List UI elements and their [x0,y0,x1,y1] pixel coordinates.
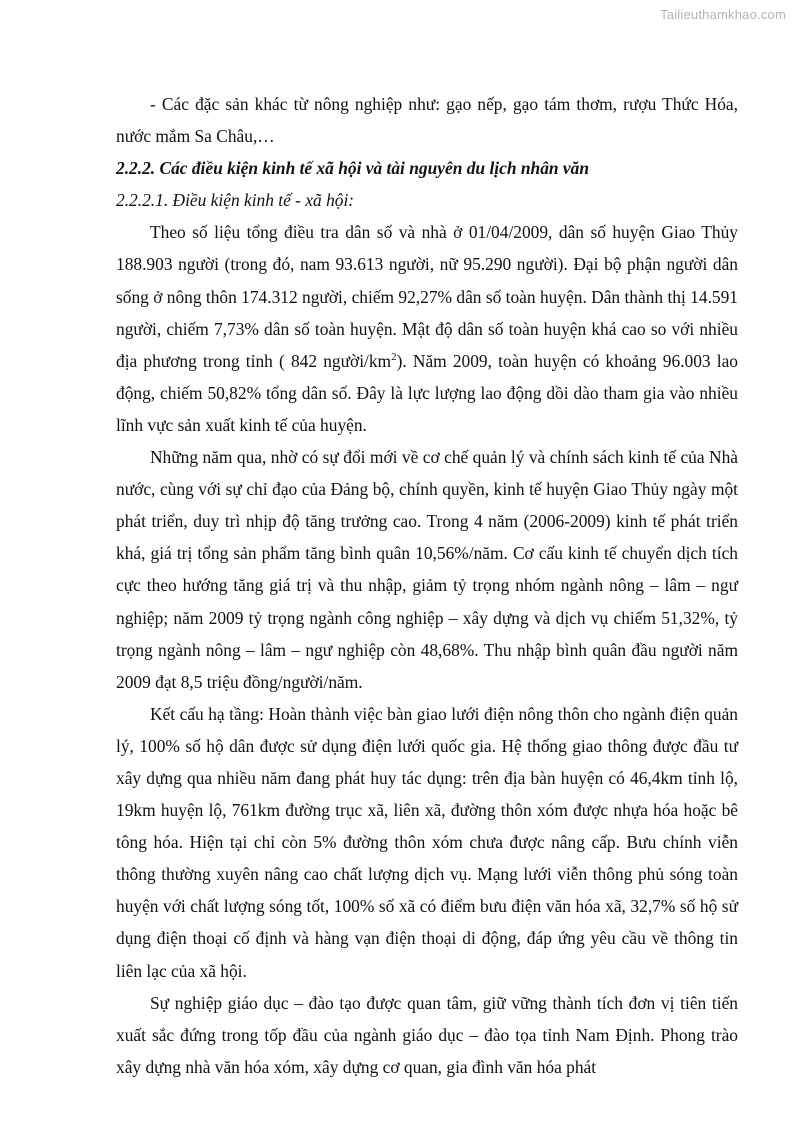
subsection-heading: 2.2.2.1. Điều kiện kinh tế - xã hội: [116,190,355,211]
document-page [116,88,738,1083]
paragraph-infrastructure: Kết cấu hạ tầng: Hoàn thành việc bàn giao lưới điện nông thôn cho ngành điện quản lý, 100% số hộ dân được sử dụng điện lưới quốc gia. Hệ thống giao thông được đầu tư xây dựng qua nhiều năm đang phát huy tác dụng: trên địa bàn huyện có 46,4km tỉnh lộ, 19km huyện lộ, 761km đường trục xã, liên xã, đường thôn xóm được nhựa hóa hoặc bê tông hóa. Hiện tại chỉ còn 5% đường thôn xóm chưa được nâng cấp. Bưu chính viễn thông thường xuyên nâng cao chất lượng dịch vụ. Mạng lưới viễn thông phủ sóng toàn huyện với chất lượng sóng tốt, 100% số xã có điểm bưu điện văn hóa xã, 32,7% số hộ sử dụng điện thoại cố định và hàng vạn điện thoại di động, đáp ứng yêu cầu về thông tin liên lạc của xã hội. [116,703,738,981]
watermark: Tailieuthamkhao.com [660,7,786,22]
superscript-2: 2 [391,350,397,363]
paragraph-economy: Những năm qua, nhờ có sự đổi mới về cơ chế quản lý và chính sách kinh tế của Nhà nước, cùng với sự chỉ đạo của Đảng bộ, chính quyền, kinh tế huyện Giao Thủy ngày một phát triển, duy trì nhịp độ tăng trưởng cao. Trong 4 năm (2006-2009) kinh tế phát triển khá, giá trị tổng sản phẩm tăng bình quân 10,56%/năm. Cơ cấu kinh tế chuyển dịch tích cực theo hướng tăng giá trị và thu nhập, giảm tỷ trọng nhóm ngành nông – lâm – ngư nghiệp; năm 2009 tỷ trọng ngành công nghiệp – xây dựng và dịch vụ chiếm 51,32%, tỷ trọng ngành nông – lâm – ngư nghiệp còn 48,68%. Thu nhập bình quân đầu người năm 2009 đạt 8,5 triệu đồng/người/năm. [116,447,738,692]
population-text-end: ). Năm 2009, toàn huyện có khoảng 96.003 lao động, chiếm 50,82% tổng dân số. Đây là lực lượng lao động dồi dào tham gia vào nhiều lĩnh vực sản xuất kinh tế của huyện. [116,350,738,435]
section-heading: 2.2.2. Các điều kiện kinh tế xã hội và tài nguyên du lịch nhân văn [116,158,589,179]
paragraph-education: Sự nghiệp giáo dục – đào tạo được quan tâm, giữ vững thành tích đơn vị tiên tiến xuất sắc đứng trong tốp đầu của ngành giáo dục – đào tọa tỉnh Nam Định. Phong trào xây dựng nhà văn hóa xóm, xây dựng cơ quan, gia đình văn hóa phát [116,992,738,1077]
paragraph-specialties: - Các đặc sản khác từ nông nghiệp như: gạo nếp, gạo tám thơm, rượu Thức Hóa, nước mắm Sa Châu,… [116,94,738,147]
population-text: Theo số liệu tổng điều tra dân số và nhà ở 01/04/2009, dân số huyện Giao Thủy 188.903 người (trong đó, nam 93.613 người, nữ 95.290 người). Đại bộ phận người dân sống ở nông thôn 174.312 người, chiếm 92,27% dân số toàn huyện. Dân thành thị 14.591 người, chiếm 7,73% dân số toàn huyện. Mật độ dân số toàn huyện khá cao so với nhiều địa phương trong tỉnh ( 842 người/km [116,222,738,371]
paragraph-population [116,216,738,441]
